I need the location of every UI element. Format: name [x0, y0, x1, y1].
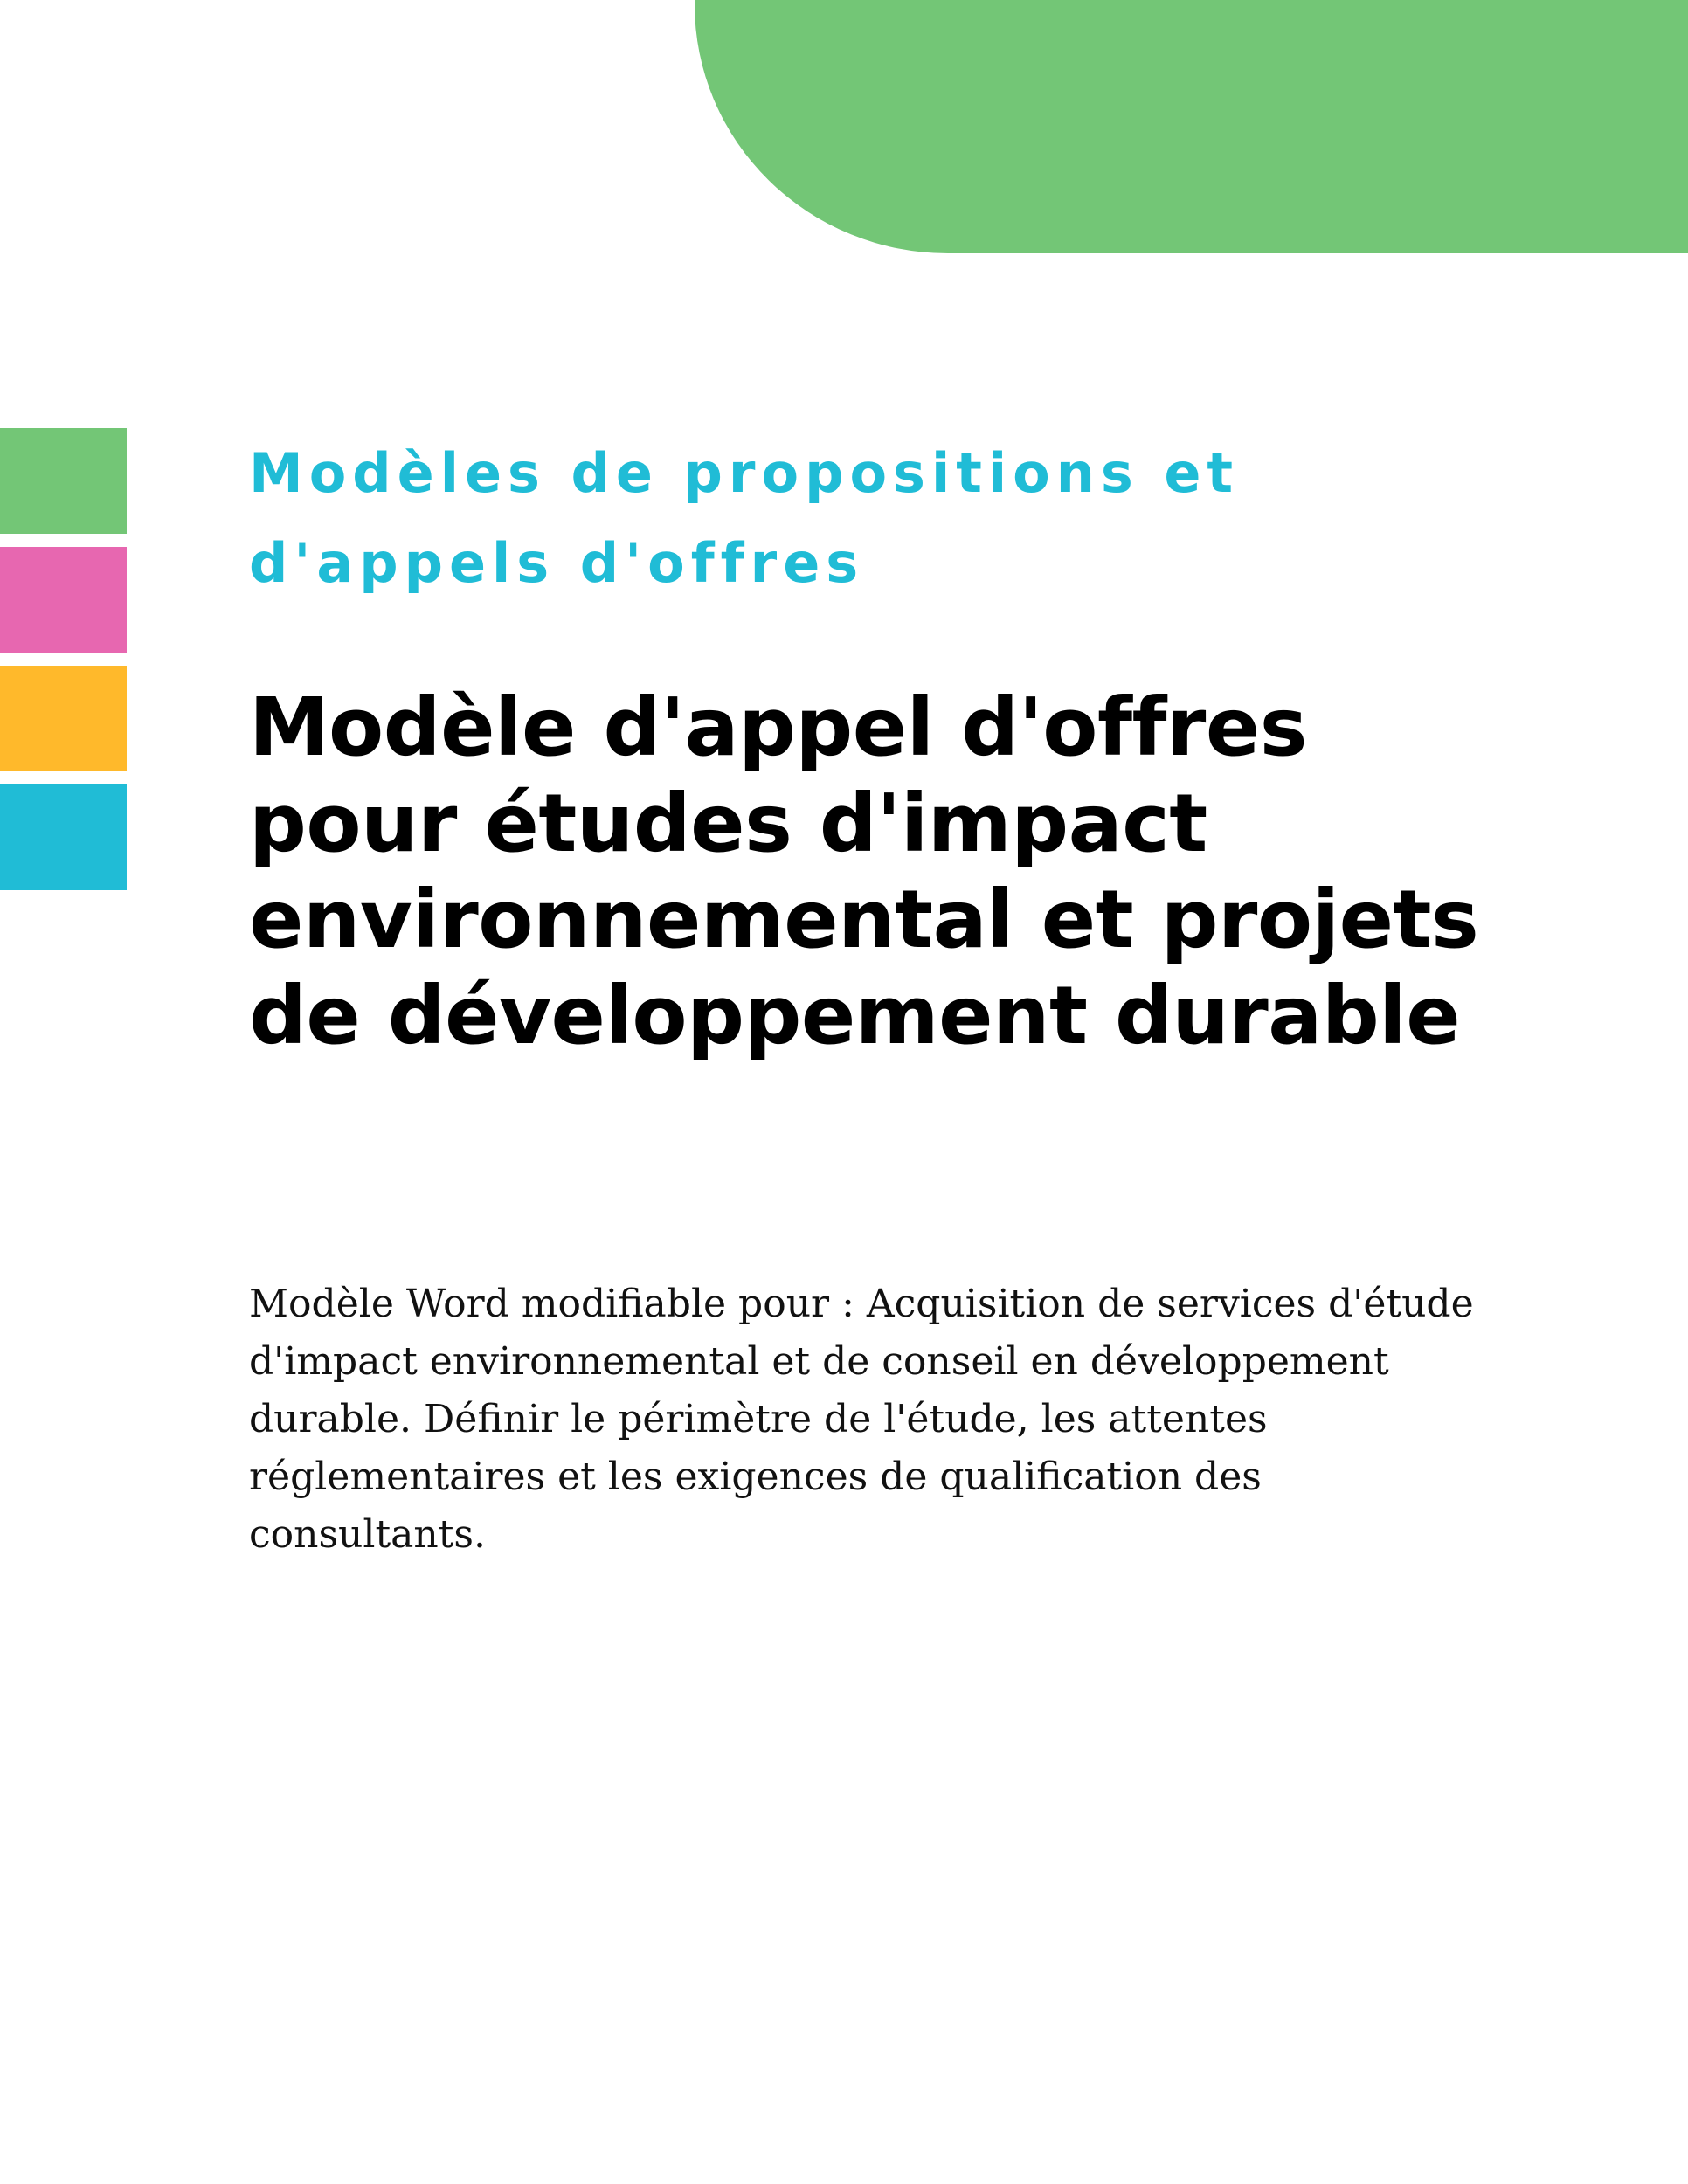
- document-description: Modèle Word modifiable pour : Acquisition de services d'étude d'impact environnemental et de conseil en développement durable. Définir le périmètre de l'étude, les attentes réglementaires et les exigences de qualification des consultants.: [249, 1282, 1474, 1557]
- swatch-cyan: [0, 784, 127, 890]
- document-title: Modèle d'appel d'offres pour études d'impact environnemental et projets de développement durable: [249, 681, 1479, 1062]
- swatch-yellow: [0, 666, 127, 771]
- color-swatch-stack: [0, 428, 127, 903]
- swatch-pink: [0, 547, 127, 653]
- swatch-green: [0, 428, 127, 534]
- header-decorative-shape: [695, 0, 1688, 253]
- category-label: Modèles de propositions et d'appels d'offres: [249, 441, 1240, 595]
